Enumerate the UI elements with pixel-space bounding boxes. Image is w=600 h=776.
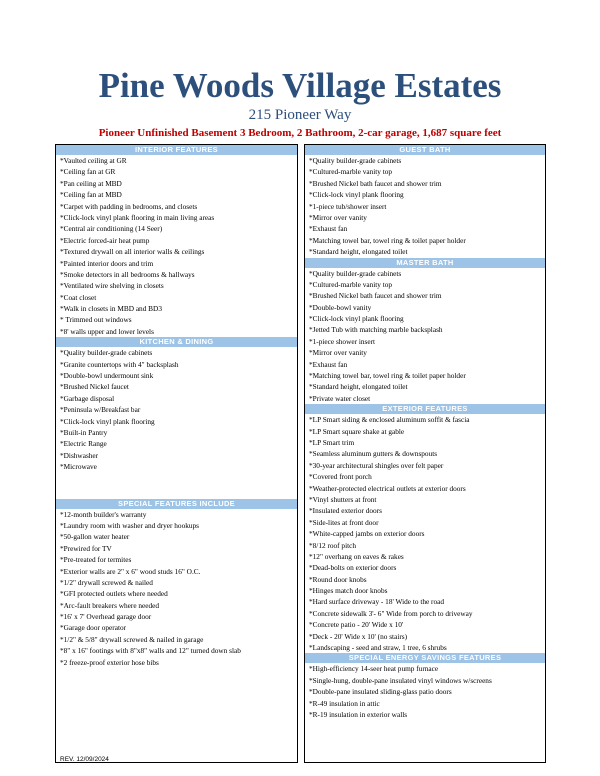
feature-item: *Vinyl shutters at front bbox=[309, 494, 377, 504]
feature-item: *Side-lites at front door bbox=[309, 517, 379, 527]
feature-item: *1-piece shower insert bbox=[309, 336, 376, 346]
feature-item: *Microwave bbox=[60, 462, 97, 472]
feature-item: *Concrete patio - 20' Wide x 10' bbox=[309, 620, 404, 630]
feature-item: *Central air conditioning (14 Seer) bbox=[60, 224, 163, 234]
feature-item: *2 freeze-proof exterior hose bibs bbox=[60, 657, 159, 667]
feature-item: *Quality builder-grade cabinets bbox=[60, 348, 153, 358]
feature-item: *Mirror over vanity bbox=[309, 212, 367, 222]
energy-savings-header: SPECIAL ENERGY SAVINGS FEATURES bbox=[305, 653, 545, 663]
address: 215 Pioneer Way bbox=[248, 107, 352, 123]
exterior-features-header: EXTERIOR FEATURES bbox=[305, 404, 545, 414]
feature-item: *Hard surface driveway - 18' Wide to the road bbox=[309, 597, 445, 607]
exterior-features-list bbox=[305, 414, 545, 653]
feature-item: *Garage door operator bbox=[60, 623, 127, 633]
feature-item: *Electric forced-air heat pump bbox=[60, 235, 150, 245]
feature-item: *8/12 roof pitch bbox=[309, 540, 357, 550]
feature-item: *Laundry room with washer and dryer hookups bbox=[60, 520, 200, 530]
guest-bath-header: GUEST BATH bbox=[305, 145, 545, 155]
feature-item: *Double-bowl vanity bbox=[309, 302, 372, 312]
feature-item: *30-year architectural shingles over felt paper bbox=[309, 460, 444, 470]
feature-item: *Arc-fault breakers where needed bbox=[60, 600, 160, 610]
feature-item: *Carpet with padding in bedrooms, and closets bbox=[60, 201, 198, 211]
feature-item: *16' x 7' Overhead garage door bbox=[60, 612, 152, 622]
feature-item: *Standard height, elongated toilet bbox=[309, 247, 408, 257]
feature-item: *8" x 16" footings with 8"x8" walls and 12" turned down slab bbox=[60, 646, 241, 656]
feature-item: *Cultured-marble vanity top bbox=[309, 279, 393, 289]
feature-item: *50-gallon water heater bbox=[60, 532, 130, 542]
feature-item: *Double-pane insulated sliding-glass patio doors bbox=[309, 687, 452, 697]
feature-item: *White-capped jambs on exterior doors bbox=[309, 529, 425, 539]
feature-item: *Click-lock vinyl plank flooring bbox=[309, 190, 404, 200]
feature-item: *LP Smart square shake at gable bbox=[309, 426, 405, 436]
feature-item: *R-19 insulation in exterior walls bbox=[309, 709, 408, 719]
feature-item: *1-piece tub/shower insert bbox=[309, 201, 387, 211]
feature-item: *Peninsula w/Breakfast bar bbox=[60, 405, 141, 415]
feature-item: *Seamless aluminum gutters & downspouts bbox=[309, 449, 438, 459]
feature-item: *Covered front porch bbox=[309, 472, 372, 482]
master-bath-list bbox=[305, 268, 545, 405]
interior-features-list bbox=[56, 155, 297, 337]
feature-item: *Exterior walls are 2" x 6" wood studs 16" O.C. bbox=[60, 566, 201, 576]
feature-item: *Walk in closets in MBD and BD3 bbox=[60, 304, 162, 314]
feature-item: *12-month builder's warranty bbox=[60, 509, 147, 519]
feature-item: *Exhaust fan bbox=[309, 359, 348, 369]
feature-item: *Cultured-marble vanity top bbox=[309, 167, 393, 177]
feature-item: *Quality builder-grade cabinets bbox=[309, 156, 402, 165]
feature-item: *Dead-bolts on exterior doors bbox=[309, 563, 397, 573]
feature-item: *Ceiling fan at GR bbox=[60, 167, 116, 177]
feature-item: *Coat closet bbox=[60, 292, 97, 302]
feature-item: *12" overhang on eaves & rakes bbox=[309, 551, 404, 561]
revision-date: REV. 12/09/2024 bbox=[60, 756, 109, 763]
right-column bbox=[304, 144, 546, 763]
feature-item: *Click-lock vinyl plank flooring bbox=[60, 416, 155, 426]
feature-item: *Hinges match door knobs bbox=[309, 586, 388, 596]
feature-item: *1/2" drywall screwed & nailed bbox=[60, 577, 153, 587]
feature-item: *Jetted Tub with matching marble backsplash bbox=[309, 325, 443, 335]
feature-item: *Weather-protected electrical outlets at exterior doors bbox=[309, 483, 466, 493]
feature-item: *Ventilated wire shelving in closets bbox=[60, 281, 164, 291]
feature-item: *Matching towel bar, towel ring & toilet paper holder bbox=[309, 371, 466, 381]
feature-item: *Landscaping - seed and straw, 1 tree, 6 shrubs bbox=[309, 643, 447, 653]
feature-item: *Textured drywall on all interior walls & ceilings bbox=[60, 247, 205, 257]
section-spacer bbox=[56, 473, 297, 499]
feature-item: *GFI protected outlets where needed bbox=[60, 589, 168, 599]
feature-item: *LP Smart siding & enclosed aluminum soffit & fascia bbox=[309, 415, 470, 425]
feature-item: *Exhaust fan bbox=[309, 224, 348, 234]
feature-item: *8' walls upper and lower levels bbox=[60, 326, 154, 336]
feature-item: *Dishwasher bbox=[60, 450, 99, 460]
interior-features-header: INTERIOR FEATURES bbox=[56, 145, 297, 155]
feature-item: *Electric Range bbox=[60, 439, 107, 449]
feature-item: *Prewired for TV bbox=[60, 543, 112, 553]
feature-item: *Pan ceiling at MBD bbox=[60, 178, 122, 188]
feature-item: *Granite countertops with 4" backsplash bbox=[60, 359, 179, 369]
kitchen-dining-header: KITCHEN & DINING bbox=[56, 337, 297, 347]
feature-item: *1/2" & 5/8" drywall screwed & nailed in garage bbox=[60, 634, 204, 644]
home-summary: Pioneer Unfinished Basement 3 Bedroom, 2 Bathroom, 2-car garage, 1,687 square feet bbox=[98, 127, 502, 139]
feature-item: *Concrete sidewalk 3'- 6" Wide from porch to driveway bbox=[309, 608, 473, 618]
feature-item: *Smoke detectors in all bedrooms & hallways bbox=[60, 269, 195, 279]
feature-item: *Round door knobs bbox=[309, 574, 367, 584]
feature-item: *Brushed Nickel faucet bbox=[60, 382, 129, 392]
feature-item: *Brushed Nickel bath faucet and shower trim bbox=[309, 178, 442, 188]
feature-item: *Mirror over vanity bbox=[309, 348, 367, 358]
special-features-list bbox=[56, 509, 297, 668]
feature-item: *Vaulted ceiling at GR bbox=[60, 156, 127, 165]
feature-item: *Garbage disposal bbox=[60, 393, 115, 403]
page-title: Pine Woods Village Estates bbox=[98, 66, 502, 105]
guest-bath-list bbox=[305, 155, 545, 258]
feature-item: *Private water closet bbox=[309, 393, 371, 403]
feature-item: *Click-lock vinyl plank flooring in main living areas bbox=[60, 212, 215, 222]
feature-item: *Painted interior doors and trim bbox=[60, 258, 154, 268]
feature-item: *Click-lock vinyl plank flooring bbox=[309, 314, 404, 324]
feature-item: *Deck - 20' Wide x 10' (no stairs) bbox=[309, 631, 408, 641]
left-column bbox=[55, 144, 298, 763]
feature-item: *Quality builder-grade cabinets bbox=[309, 268, 402, 278]
feature-item: * Trimmed out windows bbox=[60, 315, 132, 325]
feature-item: *Brushed Nickel bath faucet and shower trim bbox=[309, 291, 442, 301]
special-features-header: SPECIAL FEATURES INCLUDE bbox=[56, 499, 297, 509]
feature-item: *Standard height, elongated toilet bbox=[309, 382, 408, 392]
energy-savings-list bbox=[305, 663, 545, 720]
kitchen-dining-list bbox=[56, 347, 297, 472]
feature-item: *Built-in Pantry bbox=[60, 427, 108, 437]
feature-item: *Single-hung, double-pane insulated vinyl windows w/screens bbox=[309, 675, 492, 685]
feature-item: *Ceiling fan at MBD bbox=[60, 190, 122, 200]
feature-item: *Insulated exterior doors bbox=[309, 506, 382, 516]
feature-item: *LP Smart trim bbox=[309, 437, 355, 447]
feature-item: *R-49 insulation in attic bbox=[309, 698, 380, 708]
master-bath-header: MASTER BATH bbox=[305, 258, 545, 268]
feature-item: *Pre-treated for termites bbox=[60, 555, 132, 565]
feature-item: *High-efficiency 14-seer heat pump furnace bbox=[309, 664, 439, 674]
feature-item: *Matching towel bar, towel ring & toilet paper holder bbox=[309, 235, 466, 245]
feature-item: *Double-bowl undermount sink bbox=[60, 371, 154, 381]
